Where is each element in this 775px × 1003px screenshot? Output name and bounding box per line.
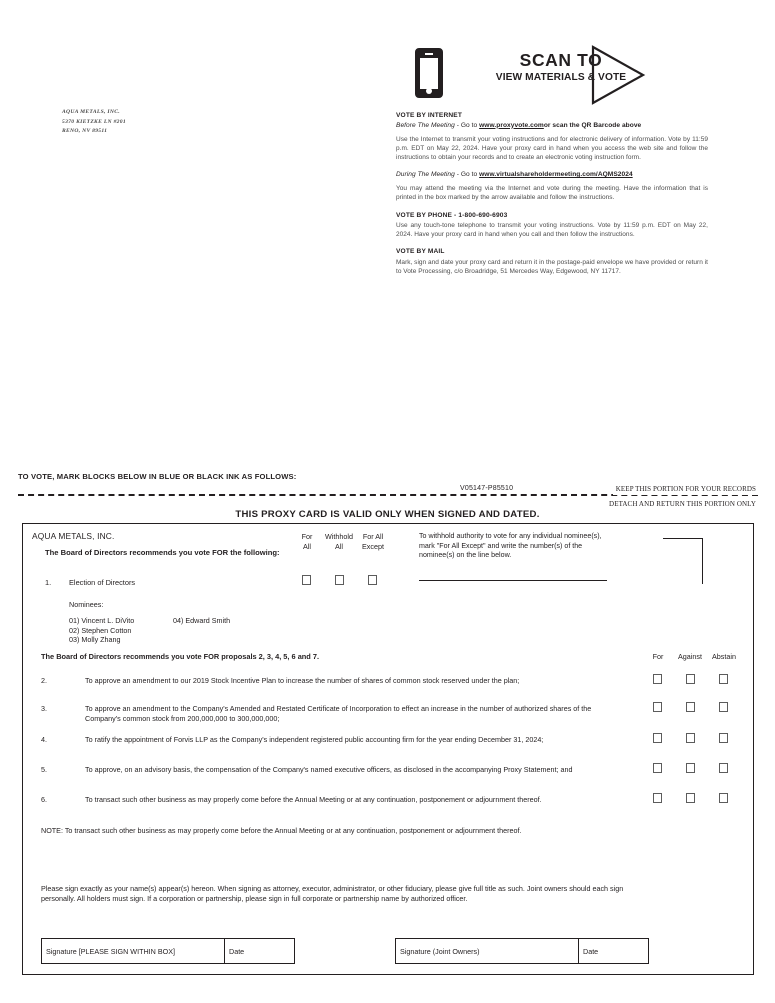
mailing-address-line-1: AQUA METALS, INC. xyxy=(62,109,120,115)
withhold-authority-note: To withhold authority to vote for any individual nominee(s), mark "For All Except" and write the number(s) of the nominee(s) on the line below. xyxy=(419,532,602,560)
checkbox-against-proposal-5[interactable] xyxy=(686,763,695,773)
nominees-heading: Nominees: xyxy=(69,600,104,609)
column-header-for-all: For All xyxy=(301,532,313,551)
checkbox-for-all-except[interactable] xyxy=(368,575,377,585)
vote-by-mail-heading: VOTE BY MAIL xyxy=(396,248,445,256)
checkbox-against-proposal-4[interactable] xyxy=(686,733,695,743)
control-number: V05147-P85510 xyxy=(455,485,518,492)
nominee-item: 01) Vincent L. DiVito xyxy=(69,616,135,625)
board-recommendation-directors: The Board of Directors recommends you vote FOR the following: xyxy=(45,548,280,557)
checkbox-abstain-proposal-4[interactable] xyxy=(719,733,728,743)
checkbox-abstain-proposal-2[interactable] xyxy=(719,674,728,684)
company-name: AQUA METALS, INC. xyxy=(32,531,115,541)
checkbox-against-proposal-3[interactable] xyxy=(686,702,695,712)
before-meeting-tail: or scan the QR Barcode above xyxy=(543,121,642,129)
detach-portion-notice: DETACH AND RETURN THIS PORTION ONLY xyxy=(606,500,759,508)
other-business-note: NOTE: To transact such other business as may properly come before the Annual Meeting or at any continuation, postponement or adjournment thereof. xyxy=(41,826,522,835)
column-header-withhold-all: Withhold All xyxy=(325,532,353,551)
checkbox-withhold-all[interactable] xyxy=(335,575,344,585)
proposal-number: 3. xyxy=(41,704,47,713)
valid-when-signed-notice: THIS PROXY CARD IS VALID ONLY WHEN SIGNED AND DATED. xyxy=(235,509,540,520)
proposal-row xyxy=(41,795,621,805)
vote-instructions-panel xyxy=(396,112,708,276)
before-meeting-line xyxy=(396,122,708,129)
nominee-item: 02) Stephen Cotton xyxy=(69,625,132,635)
proposal-text: To ratify the appointment of Forvis LLP as the Company's independent registered public accounting firm for the year ending December 31, 2024; xyxy=(85,735,544,744)
column-header-against: Against xyxy=(678,652,702,661)
mailing-address xyxy=(62,108,126,137)
scan-to-vote-banner xyxy=(405,44,725,116)
checkbox-against-proposal-2[interactable] xyxy=(686,674,695,684)
play-triangle-icon xyxy=(590,44,646,106)
proposal-number: 5. xyxy=(41,765,47,774)
proposal-text: To approve an amendment to the Company's Amended and Restated Certificate of Incorporation to effect an increase in the number of authorized shares of the Company's common stock from 200,000,000 to 300,000,000; xyxy=(85,704,592,724)
checkbox-abstain-proposal-3[interactable] xyxy=(719,702,728,712)
signature-box-joint[interactable] xyxy=(395,938,649,964)
during-meeting-line xyxy=(396,171,708,178)
signature-joint-date-divider xyxy=(578,939,579,963)
to-vote-instruction: TO VOTE, MARK BLOCKS BELOW IN BLUE OR BLACK INK AS FOLLOWS: xyxy=(18,472,297,481)
vote-by-mail-body: Mark, sign and date your proxy card and return it in the postage-paid envelope we have provided or return it to Vote Processing, c/o Broadridge, 51 Mercedes Way, Edgewood, NY 11717. xyxy=(396,258,708,276)
signature-date-divider xyxy=(224,939,225,963)
proposal-number: 2. xyxy=(41,676,47,685)
checkbox-for-proposal-5[interactable] xyxy=(653,763,662,773)
vote-by-phone-body: Use any touch-tone telephone to transmit your voting instructions. Vote by 11:59 p.m. EDT on May 22, 2024. Have your proxy card in hand when you call and then follow the instructions. xyxy=(396,222,708,239)
proposal-row xyxy=(41,765,621,775)
signature-joint-label: Signature (Joint Owners) xyxy=(400,947,480,956)
item-1-number: 1. xyxy=(45,578,52,587)
smartphone-icon xyxy=(415,48,443,98)
before-meeting-body: Use the Internet to transmit your voting instructions and for electronic delivery of information. Vote by 11:59 p.m. EDT on May 22, 2024. Have your proxy card in hand when you access the web site and follow the instructions to obtain your records and to create an electronic voting instruction form. xyxy=(396,135,708,161)
control-number-corner-bracket xyxy=(663,538,703,584)
checkbox-for-proposal-4[interactable] xyxy=(653,733,662,743)
proposal-number: 4. xyxy=(41,735,47,744)
checkbox-abstain-proposal-6[interactable] xyxy=(719,793,728,803)
checkbox-abstain-proposal-5[interactable] xyxy=(719,763,728,773)
column-header-abstain: Abstain xyxy=(712,652,736,661)
keep-portion-notice: KEEP THIS PORTION FOR YOUR RECORDS xyxy=(613,485,759,495)
checkbox-for-proposal-2[interactable] xyxy=(653,674,662,684)
proposal-text: To approve an amendment to our 2019 Stock Incentive Plan to increase the number of shares of common stock reserved under the plan; xyxy=(85,676,520,685)
column-header-for-all-except: For All Except xyxy=(362,532,384,551)
nominees-column-2 xyxy=(173,616,230,626)
checkbox-for-all[interactable] xyxy=(302,575,311,585)
scan-title: SCAN TO xyxy=(519,50,603,70)
proposal-row xyxy=(41,704,621,725)
nominee-item: 03) Molly Zhang xyxy=(69,635,121,645)
column-header-for: For xyxy=(652,652,664,661)
nominee-item: 04) Edward Smith xyxy=(173,616,231,625)
proposal-row xyxy=(41,676,621,686)
scan-subtitle: VIEW MATERIALS & VOTE xyxy=(495,72,627,83)
signature-joint-date-label: Date xyxy=(583,947,599,956)
board-recommendation-proposals: The Board of Directors recommends you vote FOR proposals 2, 3, 4, 5, 6 and 7. xyxy=(41,652,320,661)
proposal-text: To approve, on an advisory basis, the compensation of the Company's named executive officers, as disclosed in the accompanying Proxy Statement; and xyxy=(85,765,573,774)
proxy-card-body xyxy=(22,523,754,975)
mailing-address-line-2: 5370 KIETZKE LN #201 xyxy=(62,118,126,125)
signature-instructions: Please sign exactly as your name(s) appear(s) hereon. When signing as attorney, executor, administrator, or other fiduciary, please give full title as such. Joint owners should each sign personally. All holders must sign. If a corporation or partnership, please sign in full corporate or partnership name by authorized officer. xyxy=(41,884,624,904)
item-1-label: Election of Directors xyxy=(69,578,136,587)
before-meeting-goto: - Go to xyxy=(456,121,478,129)
virtual-meeting-link[interactable]: www.virtualshareholdermeeting.com/AQMS2024 xyxy=(479,171,633,179)
checkbox-for-proposal-6[interactable] xyxy=(653,793,662,803)
vote-by-phone-heading: VOTE BY PHONE - 1-800-690-6903 xyxy=(396,211,508,219)
proposal-text: To transact such other business as may properly come before the Annual Meeting or at any continuation, postponement or adjournment thereof. xyxy=(85,795,542,804)
signature-box-primary[interactable] xyxy=(41,938,295,964)
proposal-number: 6. xyxy=(41,795,47,804)
before-meeting-label: Before The Meeting xyxy=(396,121,455,129)
nominees-column-1 xyxy=(69,616,134,645)
vote-by-internet-heading: VOTE BY INTERNET xyxy=(396,112,463,119)
checkbox-against-proposal-6[interactable] xyxy=(686,793,695,803)
during-meeting-goto: - Go to xyxy=(456,171,478,179)
proxyvote-link[interactable]: www.proxyvote.com xyxy=(479,121,544,129)
mailing-address-line-3: RENO, NV 89511 xyxy=(62,128,108,134)
proposal-row xyxy=(41,735,621,745)
during-meeting-label: During The Meeting xyxy=(396,171,455,179)
during-meeting-body: You may attend the meeting via the Internet and vote during the meeting. Have the information that is printed in the box marked by the arrow available and follow the instructions. xyxy=(396,185,708,202)
nominee-write-in-line[interactable] xyxy=(419,580,607,581)
signature-date-label: Date xyxy=(229,947,245,956)
signature-label: Signature [PLEASE SIGN WITHIN BOX] xyxy=(46,947,176,956)
checkbox-for-proposal-3[interactable] xyxy=(653,702,662,712)
